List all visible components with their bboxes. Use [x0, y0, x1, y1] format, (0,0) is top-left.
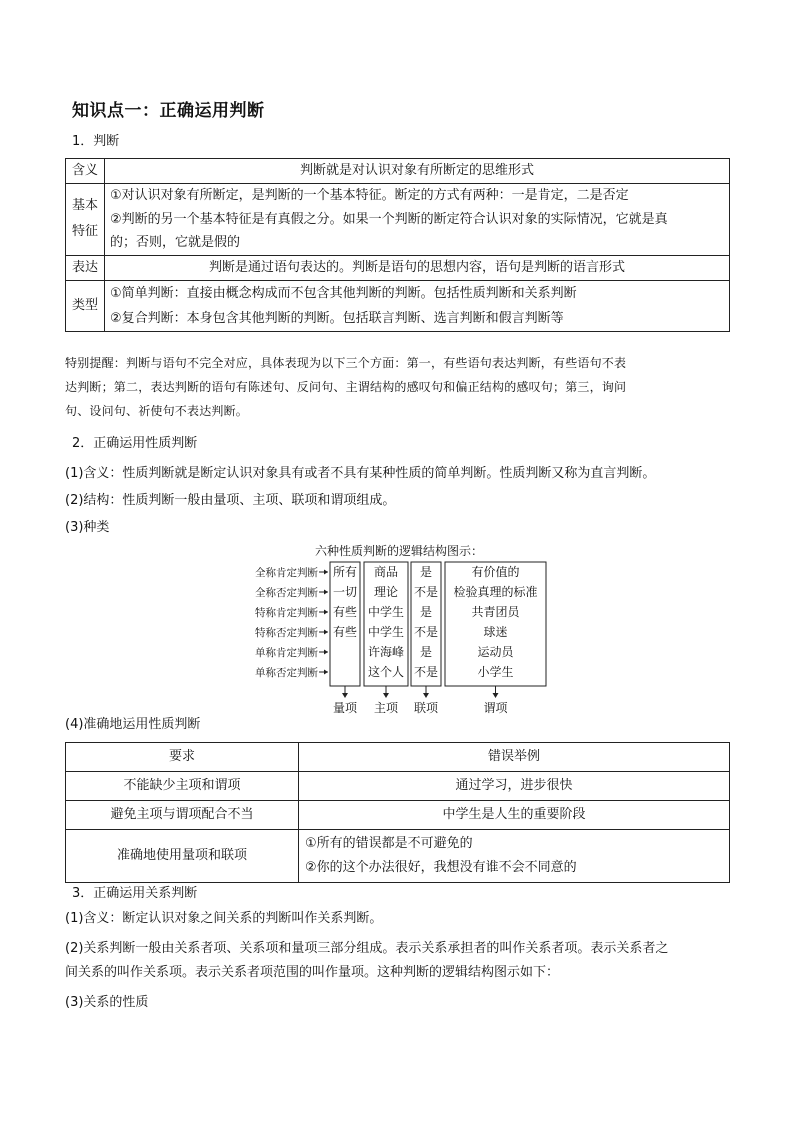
predicate-cell: 运动员 — [477, 645, 514, 659]
table-row — [66, 772, 730, 801]
table-cell — [299, 830, 730, 883]
row-value — [105, 184, 730, 256]
predicate-cell: 小学生 — [477, 665, 514, 679]
table-cell: 不能缺少主项和谓项 — [66, 772, 299, 801]
copula-cell: 是 — [419, 565, 433, 579]
table-row — [66, 159, 730, 184]
subject-cell: 中学生 — [367, 625, 405, 639]
diagram-title: 六种性质判断的逻辑结构图示： — [315, 544, 484, 558]
component-label: 联项 — [413, 701, 439, 715]
row-value-line: 的；否则，它就是假的 — [110, 235, 241, 250]
judgment-table — [65, 158, 730, 332]
pointer-head — [383, 693, 389, 698]
component-label: 主项 — [373, 701, 399, 715]
paragraph-line: (2)关系判断一般由关系者项、关系项和量项三部分组成。表示关系承担者的叫作关系者项。表示关系者之 — [65, 941, 669, 956]
paragraph — [65, 937, 730, 985]
row-value-line: ②复合判断：本身包含其他判断的判断。包括联言判断、选言判断和假言判断等 — [110, 310, 564, 326]
arrow-head — [324, 630, 328, 635]
paragraph: (1)含义：断定认识对象之间关系的判断叫作关系判断。 — [65, 911, 383, 926]
component-label: 量项 — [332, 701, 358, 715]
row-key-part: 特征 — [71, 224, 98, 240]
requirements-table — [65, 742, 730, 883]
quantifier-cell: 一切 — [332, 585, 358, 599]
judgment-type-label: 全称否定判断 — [255, 587, 318, 599]
row-key: 含义 — [66, 159, 105, 184]
copula-cell: 是 — [419, 605, 433, 619]
paragraph: (4)准确地运用性质判断 — [65, 717, 201, 732]
arrow-head — [324, 610, 328, 615]
table-cell: 通过学习，进步很快 — [299, 772, 730, 801]
quantifier-cell: 有些 — [332, 625, 358, 639]
copula-cell: 不是 — [413, 585, 439, 599]
predicate-cell: 检验真理的标准 — [453, 585, 538, 599]
section-2-title: 2．正确运用性质判断 — [72, 436, 198, 451]
special-note — [65, 351, 730, 423]
table-row — [66, 255, 730, 280]
paragraph: (3)关系的性质 — [65, 995, 149, 1010]
table-header-row — [66, 743, 730, 772]
section-1-title: 1．判断 — [72, 134, 120, 149]
paragraph: (2)结构：性质判断一般由量项、主项、联项和谓项组成。 — [65, 493, 396, 508]
judgment-type-label: 全称肯定判断 — [255, 567, 318, 579]
predicate-cell: 有价值的 — [471, 565, 520, 579]
row-value: 判断是通过语句表达的。判断是语句的思想内容，语句是判断的语言形式 — [105, 255, 730, 280]
row-value-line: ②判断的另一个基本特征是有真假之分。如果一个判断的断定符合认识对象的实际情况，它就是真 — [110, 211, 668, 227]
row-key: 表达 — [66, 255, 105, 280]
note-line: 特别提醒：判断与语句不完全对应，具体表现为以下三个方面：第一，有些语句表达判断，有些语句不表 — [65, 356, 627, 370]
paragraph: (1)含义：性质判断就是断定认识对象具有或者不具有某种性质的简单判断。性质判断又称为直言判断。 — [65, 466, 656, 481]
paragraph: (3)种类 — [65, 520, 110, 535]
judgment-type-label: 特称肯定判断 — [255, 607, 318, 619]
column-header: 要求 — [66, 743, 299, 772]
arrow-head — [324, 650, 328, 655]
subject-cell: 理论 — [373, 585, 399, 599]
table-row — [66, 830, 730, 883]
table-cell: 避免主项与谓项配合不当 — [66, 801, 299, 830]
column-header: 错误举例 — [299, 743, 730, 772]
subject-cell: 中学生 — [367, 605, 405, 619]
copula-cell: 不是 — [413, 625, 439, 639]
table-row — [66, 801, 730, 830]
logic-structure-diagram — [240, 540, 560, 715]
judgment-type-label: 特称否定判断 — [255, 627, 318, 639]
row-key-part: 基本 — [71, 198, 98, 214]
subject-cell: 许海峰 — [367, 645, 405, 659]
page-title: 知识点一：正确运用判断 — [72, 101, 265, 121]
component-label: 谓项 — [483, 701, 508, 715]
quantifier-cell: 所有 — [332, 565, 358, 579]
predicate-cell: 球迷 — [483, 625, 508, 639]
arrow-head — [324, 590, 328, 595]
table-row — [66, 280, 730, 331]
pointer-head — [342, 693, 348, 698]
section-3-title: 3．正确运用关系判断 — [72, 886, 198, 901]
quantifier-cell: 有些 — [332, 605, 358, 619]
cell-line: ②你的这个办法很好，我想没有谁不会不同意的 — [305, 860, 577, 875]
copula-cell: 不是 — [413, 665, 439, 679]
table-cell: 准确地使用量项和联项 — [66, 830, 299, 883]
diagram-bottom-labels — [333, 693, 509, 715]
pointer-head — [493, 693, 499, 698]
note-line: 句、设问句、祈使句不表达判断。 — [65, 404, 249, 418]
table-row — [66, 184, 730, 256]
subject-cell: 这个人 — [367, 665, 405, 679]
subject-cell: 商品 — [373, 565, 399, 579]
arrow-head — [324, 570, 328, 575]
cell-line: ①所有的错误都是不可避免的 — [305, 836, 473, 851]
pointer-head — [423, 693, 429, 698]
row-value: 判断就是对认识对象有所断定的思维形式 — [105, 159, 730, 184]
judgment-type-label: 单称肯定判断 — [255, 647, 318, 659]
copula-cell: 是 — [419, 645, 433, 659]
row-value-line: ①简单判断：直接由概念构成而不包含其他判断的判断。包括性质判断和关系判断 — [110, 285, 577, 301]
arrow-head — [324, 670, 328, 675]
diagram-rows — [255, 564, 538, 679]
column-box — [330, 562, 360, 686]
row-value-line: ①对认识对象有所断定，是判断的一个基本特征。断定的方式有两种：一是肯定，二是否定 — [110, 188, 629, 203]
note-line: 达判断；第二，表达判断的语句有陈述句、反问句、主谓结构的感叹句和偏正结构的感叹句；第三，询问 — [65, 380, 627, 394]
predicate-cell: 共青团员 — [471, 605, 520, 619]
paragraph-line: 间关系的叫作关系项。表示关系者项范围的叫作量项。这种判断的逻辑结构图示如下： — [65, 965, 560, 980]
judgment-type-label: 单称否定判断 — [255, 667, 318, 679]
row-key — [66, 184, 105, 256]
row-key: 类型 — [66, 280, 105, 331]
table-cell: 中学生是人生的重要阶段 — [299, 801, 730, 830]
row-value — [105, 280, 730, 331]
